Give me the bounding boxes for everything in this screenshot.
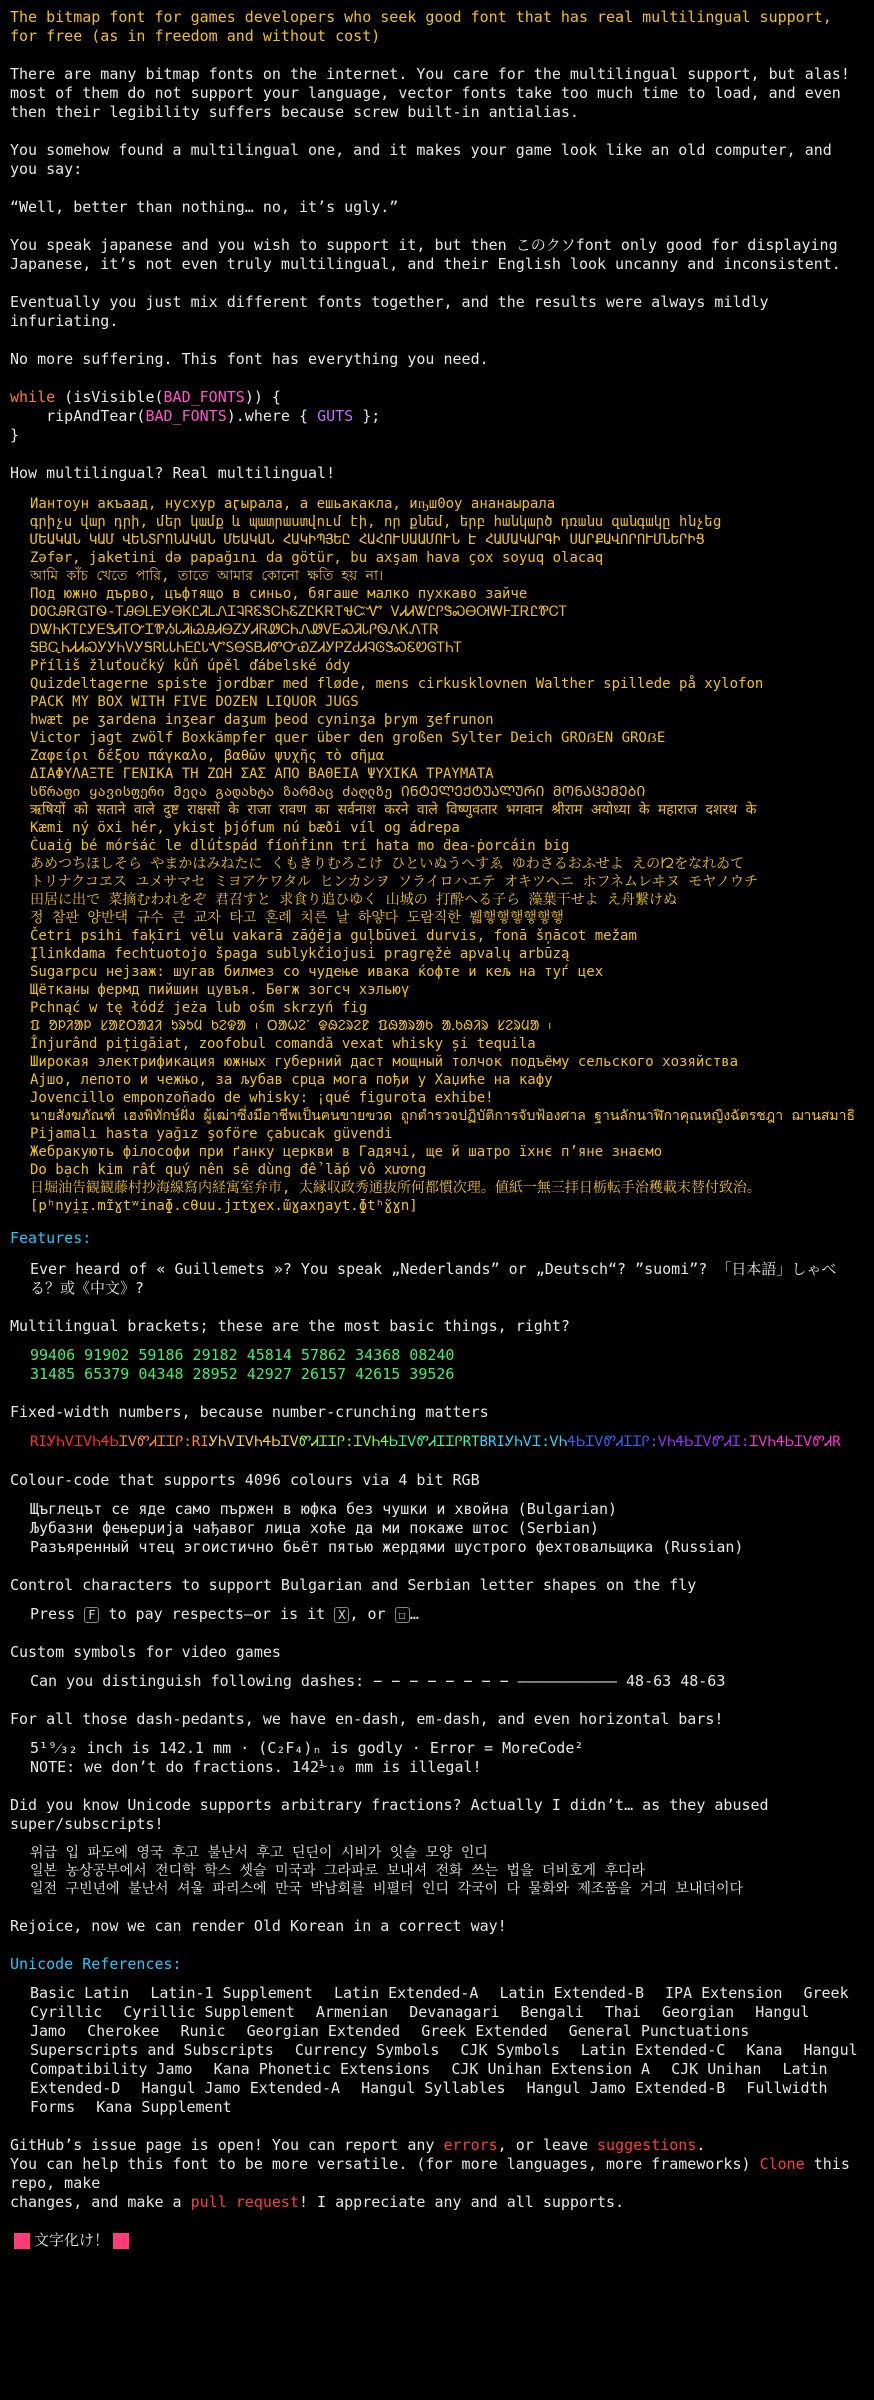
rainbow-char: Ꮖ [398, 1434, 408, 1450]
rainbow-char: I [496, 1434, 505, 1450]
reference-link[interactable]: Hangul Compatibility Jamo [30, 2041, 858, 2078]
rainbow-char: Ꮒ [767, 1434, 777, 1450]
reference-link[interactable]: Kana [746, 2041, 783, 2059]
rainbow-char: Ꮩ [83, 1434, 93, 1450]
fraction-line-1: 5¹⁹⁄₃₂ inch is 142.1 mm · (C₂F₄)ₙ is godly · Error = MoreCode² [30, 1739, 584, 1757]
old-korean [10, 1844, 864, 1898]
rainbow-char: Ꮟ [109, 1434, 119, 1450]
rainbow-char: Ꭹ [208, 1434, 219, 1450]
sample-line: Zəfər, jaketini də papağını da götür, bu axşam hava çox soyuq olacaq [30, 550, 604, 566]
code-close-1: )) { [244, 388, 281, 406]
fraction-block [10, 1739, 864, 1777]
sample-line: Kæmi ný öxi hér, ykist þjófum nú bæði víl og ádrepa [30, 820, 460, 836]
rainbow-char: Ꭹ [46, 1434, 57, 1450]
reference-link[interactable]: Hangul Jamo Extended-B [526, 2079, 726, 2097]
reference-link[interactable]: Hangul Syllables [361, 2079, 506, 2097]
sample-line: ΔΙΑΦΥΛΑΞΤΕ ΓΕΝΙΚΑ ΤΗ ΖΩΗ ΣΑΣ ΑΠΟ ΒΑΘΕΙΑ ΨΥΧΙΚΑ ΤΡΑΥΜΑΤΑ [30, 766, 494, 782]
rainbow-char: Ꮖ [327, 1434, 338, 1450]
paragraph-5: No more suffering. This font has everything you need. [10, 350, 489, 368]
badge-icon-2 [113, 2233, 129, 2249]
control-heading: Control characters to support Bulgarian and Serbian letter shapes on the fly [10, 1576, 697, 1594]
rainbow-char: Ꮒ [667, 1434, 676, 1450]
reference-link[interactable]: Georgian [661, 2003, 735, 2021]
rainbow-char: Ꮧ [616, 1434, 624, 1450]
rainbow-char: Ꮩ [128, 1434, 138, 1450]
rainbow-char: Ꮖ [280, 1434, 290, 1450]
rainbow-char: Ꮞ [380, 1434, 390, 1450]
reference-link[interactable]: Armenian [315, 2003, 389, 2021]
rainbow-char: : [345, 1434, 354, 1450]
rainbow-char: Ꮖ [445, 1434, 455, 1450]
sample-line: Příliš žluťoučký kůň úpěl ďábelské ódy [30, 658, 351, 674]
rainbow-char: Ꮩ [658, 1434, 668, 1450]
sample-line: [pʰnyi̯ɪ̯.mɪ̃ɣtʷinaɸ.cθuu.jɪtɣex.ɯ̃ɣaxŋayt.ɸtʰɣ̃ɣn] [30, 1198, 418, 1214]
rainbow-char: R [462, 1434, 472, 1450]
press-line [10, 1605, 864, 1624]
reference-link[interactable]: IPA Extension [665, 1984, 783, 2002]
sample-line: Sugarpcu нејзаж: шугав билмез со чудење ивака ќофте и кељ на туѓ цех [30, 964, 604, 980]
reference-link[interactable]: Greek Extended [421, 2022, 548, 2040]
cyrillic-sample: Щъглецът се яде само пържен в юфка без чушки и хвойна (Bulgarian) [30, 1500, 617, 1518]
sample-line: գրիչս վար դրի, մեր կամք և պատրաստվում էի, որ քնեմ, երբ հանկարծ դռանս զանգակը հնչեց [30, 514, 722, 530]
rainbow-char: Ꮖ [436, 1434, 446, 1450]
sample-line: Иантоун акъаад, нусхур аӷырала, а ешьакакла, иҧш0оу ананаырала [30, 496, 556, 512]
rainbow-char: B [479, 1434, 488, 1450]
rainbow-char: R [487, 1434, 497, 1450]
sample-list [10, 495, 864, 1215]
sample-line: Pijamalı hasta yağız şoföre çabucak güvendi [30, 1126, 393, 1142]
sample-line: Под южно дърво, цъфтящо в синьо, бягаше малко пухкаво зайче [30, 586, 528, 602]
intro-line-1: The bitmap font for games developers who seek good font that has real multilingual support, [10, 8, 832, 26]
sample-line: 정 참판 양반댁 규수 큰 교자 타고 혼례 치른 날 하얗다 도람직한 뷃햏햏햏햏햏햏 [30, 910, 564, 926]
reference-link[interactable]: Cherokee [87, 2022, 160, 2040]
rainbow-char: R [30, 1434, 39, 1450]
reference-link[interactable]: Thai [604, 2003, 641, 2021]
reference-link[interactable]: Latin Extended-C [580, 2041, 726, 2059]
rainbow-char: Ꮩ [245, 1434, 255, 1450]
rainbow-char: Ꮖ [749, 1434, 759, 1450]
reference-link[interactable]: Latin Extended-B [499, 1984, 644, 2002]
old-korean-line: 위급 입 파도에 영국 후고 불난서 후고 딘딘이 시비가 잇슬 모양 인디 [30, 1845, 488, 1861]
rainbow-char: : [649, 1434, 659, 1450]
cyrillic-sample: Љубазни фењерџија чађавог лица хоће да ми покаже штос (Serbian) [30, 1519, 599, 1537]
key-x: X [334, 1607, 349, 1623]
rainbow-char: Ꮒ [254, 1434, 263, 1450]
rainbow-char: Ꮫ [712, 1434, 725, 1450]
rainbow-char: Ꮖ [731, 1434, 741, 1450]
rainbow-char: : [183, 1434, 192, 1450]
rainbow-char: Ꮖ [794, 1434, 804, 1450]
guillemets-line: Ever heard of « Guillemets »? You speak „Nederlands” or „Deutsch“? ”suomi”? 「日本語」しゃべる？或《中文》? [30, 1260, 837, 1297]
rainbow-char: Ꮖ [632, 1434, 642, 1450]
sample-line: Înjurând pițigăiat, zoofobul comandă vexat whisky și tequila [30, 1036, 536, 1052]
reference-link[interactable]: Cyrillic Supplement [123, 2003, 295, 2021]
rainbow-char: Ꮧ [429, 1434, 437, 1450]
rainbow-char: Ꭹ [504, 1434, 515, 1450]
sample-line: hwæt pe ʒardena inʒear daʒum þeod cyninʒa þrym ʒefrunon [30, 712, 494, 728]
paragraph-3: You speak japanese and you wish to support it, but then このクソfont only good for displaying Japanese, it’s not even truly multilingual, and their English look uncanny and inconsistent. [10, 236, 841, 273]
reference-link[interactable]: CJK Unihan Extension A [451, 2060, 651, 2078]
footer [10, 2136, 864, 2212]
sample-line: ऋषियों को सताने वाले दुष्ट राक्षसों के राजा रावण का सर्वनाश करने वाले विष्णुवतार भगवान श्रीराम अयोध्या के महाराज दशरथ के [30, 802, 757, 818]
rainbow-char: Ꮖ [532, 1434, 542, 1450]
sample-line: Įlinkdama fechtuotojo špaga sublykčiojusi pragręžė apvalų arbūzą [30, 946, 570, 962]
rainbow-char: Ꮖ [118, 1434, 129, 1450]
rainbow-char: Ꮩ [702, 1434, 713, 1450]
intro-line-2: for free (as in freedom and without cost) [10, 27, 381, 45]
sample-line: Щётканы фермд пийшин цувъя. Бөгж зогсч хэльюү [30, 982, 410, 998]
reference-link[interactable]: Basic Latin [30, 1984, 130, 2002]
rainbow-char: Ꮫ [812, 1434, 825, 1450]
footer-text-4: You can help this font to be more versatile. (for more languages, more frameworks) [10, 2155, 760, 2173]
reference-link[interactable]: CJK Unihan [671, 2060, 762, 2078]
sample-line: ᎦᏴᏩᏂᏗᏗᏍᎩᎩᏂᏙᎩᎦᏒᏓᏓᏂᎬᏝᏓᏉᏚᎾᏚᏴᏗᏛᏅᏯᏃᏗᎩᏢᏃᏧᏗᎸᎶᏕᏍᏋᏬᎶᎢᏂᎢ [30, 640, 463, 656]
reference-link[interactable]: Fullwidth Forms [30, 2079, 828, 2116]
sample-line: Jovencillo emponzoñado de whisky: ¡qué figurota exhibe! [30, 1090, 494, 1106]
pull-request-link[interactable]: pull request [190, 2193, 299, 2211]
rainbow-char: Ꮩ [758, 1434, 768, 1450]
rainbow-char: Ꮧ [724, 1434, 732, 1450]
sample-line: PACK MY BOX WITH FIVE DOZEN LIQUOR JUGS [30, 694, 359, 710]
rainbow-char: Ꮖ [166, 1434, 176, 1450]
fixed-width-heading: Fixed-width numbers, because number-crunching matters [10, 1403, 489, 1421]
key-f: F [84, 1607, 99, 1623]
sample-line: Ајшо, лепото и чежњо, за љубав срца мога пођи у Хаџиће на кафу [30, 1072, 553, 1088]
code-guts: GUTS [317, 407, 354, 425]
footer-text-3: . [696, 2136, 706, 2154]
multilingual-heading: How multilingual? Real multilingual! [10, 464, 336, 482]
sample-line: আমি কাঁচ খেতে পারি, তাতে আমার কোনো ক্ষতি হয় না। [30, 568, 384, 584]
numbers-row-2: 31485 65379 04348 28952 42927 26157 42615 39526 [30, 1365, 455, 1383]
rainbow-char: Ꮞ [776, 1434, 786, 1450]
reference-link[interactable]: Superscripts and Subscripts [30, 2041, 274, 2059]
rainbow-char: Ꮖ [353, 1434, 363, 1450]
rainbow-char: : [740, 1434, 750, 1450]
sample-line: Ċuaiġ bé mórṡáċ le dlúṫspád fíoṅḟinn trí hata mo ḋea-ṗorcáin big [30, 838, 570, 854]
sample-line: ᱯ ᱚᱞᱤᱟᱞ ᱥᱟᱱᱛᱟᱲᱤ ᱩᱨᱩᱢ ᱠᱮᱫᱟ ᱾ ᱛᱟᱦᱮᱸ ᱫᱷᱮᱨᱮᱱ ᱯᱷᱟᱨᱟᱠ ᱟᱹᱠᱷᱤᱨ ᱥᱮᱨᱢᱟ ᱾ [30, 1018, 552, 1034]
code-isvisible: (isVisible( [55, 388, 164, 406]
code-block [10, 388, 864, 445]
rainbow-char: Ꮧ [149, 1434, 158, 1450]
sample-line: トリナクコヱス ユメサマセ ミヨアケワタル ヒンカシヲ ソライロハエテ オキツヘニ ホフネムレヰヌ モヤノウチ [30, 874, 759, 890]
number-block [10, 1346, 864, 1384]
sample-line: Do bạch kim rất quý nên sẽ dùng để lắp vô xương [30, 1162, 427, 1178]
sample-line: ᎠᏔᏂᏦᎢᏝᎩᎬᏕᏗᎢᏅᏆᏈᏱᏓᏘᎥᏊᎯᏗᎾᏃᎩᏗᏒᏪᏟᏂᏁᏪᏙᎬᏍᏘᏓᎵᏫᏁᏦᏁᎢᏒ [30, 622, 439, 638]
rainbow-char: Ꮧ [824, 1434, 833, 1450]
rainbow-char: Ꮖ [74, 1434, 84, 1450]
code-line-2a: ripAndTear( [10, 407, 146, 425]
key-square: ☐ [395, 1607, 410, 1623]
rainbow-char: Ꮖ [157, 1434, 167, 1450]
rainbow-char: Ꮟ [785, 1434, 795, 1450]
rainbow-char: Ꮒ [371, 1434, 381, 1450]
sample-line: Ζαφείρι δέξου πάγκαλο, βαθῶν ψυχῆς τὸ σῆμα [30, 748, 385, 764]
rainbow-char: Ꮟ [576, 1434, 586, 1450]
press-text-before: Press [30, 1605, 85, 1623]
rainbow-char: Ꮒ [558, 1434, 568, 1450]
rainbow-char: Ꮫ [603, 1434, 617, 1450]
rejoice-line: Rejoice, now we can render Old Korean in a correct way! [10, 1917, 507, 1935]
sample-line: 日堀油告観観藤村抄海線寫内経寓室弁市, 太縁収政秀通抜所何都慣次理。値紙一無三拝日栃転手治穫載末替付致治。 [30, 1180, 761, 1196]
old-korean-line: 일전 구빈년에 불난서 셔울 파리스에 만국 박남회를 비펼터 인디 각국이 다 물화와 제조품을 거긔 보내더이다 [30, 1881, 744, 1897]
rainbow-char: Ꮞ [101, 1434, 110, 1450]
symbols-heading: Custom symbols for video games [10, 1643, 281, 1661]
rainbow-char: Ꮞ [262, 1434, 272, 1450]
reference-link[interactable]: Hangul Jamo [30, 2003, 810, 2040]
moji-text: 文字化け！ [34, 2231, 110, 2249]
suggestions-link[interactable]: suggestions [597, 2136, 697, 2154]
rainbow-char: Ꮖ [318, 1434, 328, 1450]
code-arg-1: BAD_FONTS [163, 388, 245, 406]
old-korean-line: 일본 농상공부에서 전디학 학스 셋슬 미국과 그라파로 보내셔 전화 쓰는 법을 더비호게 후디라 [30, 1863, 646, 1879]
reference-link[interactable]: Latin Extended-A [333, 1984, 479, 2002]
rainbow-char: Ꮩ [289, 1434, 300, 1450]
rainbow-char: Ꮅ [337, 1434, 346, 1450]
rainbow-char: Ꮞ [567, 1434, 577, 1450]
sample-line: სწრაფი ყავისფერი მელა გადახტა ზარმაც ძაღლზე ᲘᲜᲢᲔᲚᲔᲥᲢᲣᲐᲚᲣᲠᲘ ᲛᲝᲜᲐᲪᲔᲛᲔᲑᲘ [30, 784, 646, 800]
rainbow-char: Ꮟ [684, 1434, 694, 1450]
numbers-row-1: 99406 91902 59186 29182 45814 57862 34368 08240 [30, 1346, 455, 1364]
rainbow-char: Ꮧ [311, 1434, 319, 1450]
footer-text-7: ! I appreciate any and all supports. [299, 2193, 625, 2211]
reference-link[interactable]: Bengali [520, 2003, 584, 2021]
press-text-middle-2: , or [349, 1605, 395, 1623]
reference-link[interactable]: Devanagari [409, 2003, 500, 2021]
sample-line: นายสังฆภัณฑ์ เฮงพิทักษ์ฝั่ง ผู้เฒ่าซึ่งมีอาชีพเป็นฅนขายฃวด ถูกตำรวจปฏิบัติการจับฟ้องศาล ฐานลักนาฬิกาคุณหญิงฉัตรชฎา ฌานสมาธิ [30, 1108, 856, 1124]
reference-link[interactable]: Latin-1 Supplement [150, 1984, 313, 2002]
rainbow-char: Ꮫ [416, 1434, 430, 1450]
errors-link[interactable]: errors [443, 2136, 498, 2154]
paragraph-2: You somehow found a multilingual one, and it makes your game look like an old computer, and you say: [10, 141, 841, 178]
reference-link[interactable]: Georgian Extended [246, 2022, 401, 2040]
footer-text-2: , or leave [497, 2136, 598, 2154]
rainbow-char: Ꮒ [514, 1434, 523, 1450]
reference-link[interactable]: CJK Symbols [460, 2041, 560, 2059]
code-line-2c: }; [353, 407, 381, 425]
rainbow-char: Ꮟ [389, 1434, 399, 1450]
press-text-middle: to pay respects—or is it [99, 1605, 335, 1623]
reference-link[interactable]: Kana Supplement [96, 2098, 232, 2116]
dash-pedants: For all those dash-pedants, we have en-dash, em-dash, and even horizontal bars! [10, 1710, 724, 1728]
rainbow-char: Ꮒ [56, 1434, 65, 1450]
sample-line: Victor jagt zwölf Boxkämpfer quer über den großen Sylter Deich GROẞEN GROẞE [30, 730, 666, 746]
rainbow-char: R [191, 1434, 201, 1450]
colour-heading: Colour-code that supports 4096 colours via 4 bit RGB [10, 1471, 480, 1489]
sample-line: Četri psihi faķīri vēlu vakarā zāģēja guļbūvei durvis, fonā šņācot mežam [30, 928, 637, 944]
reference-link[interactable]: Kana Phonetic Extensions [213, 2060, 431, 2078]
reference-link[interactable]: General Punctuations [568, 2022, 750, 2040]
rainbow-char: Ꮩ [407, 1434, 417, 1450]
rainbow-char: Ꮫ [137, 1434, 150, 1450]
intro [10, 8, 864, 46]
cyrillic-samples [10, 1500, 864, 1557]
clone-link[interactable]: Clone [759, 2155, 805, 2173]
reference-link[interactable]: Hangul Jamo Extended-A [141, 2079, 341, 2097]
rainbow-char: T [471, 1434, 480, 1450]
reference-link[interactable]: Cyrillic [30, 2003, 103, 2021]
code-arg-2: BAD_FONTS [145, 407, 227, 425]
rainbow-char: Ꮩ [522, 1434, 533, 1450]
rainbow-char: Ꮅ [454, 1434, 463, 1450]
rainbow-char: Ꮒ [218, 1434, 227, 1450]
quote: “Well, better than nothing… no, it’s ugly.” [10, 198, 399, 216]
rainbow-text [10, 1432, 864, 1452]
sample-line: Широкая электрификация южных губерний даст мощный толчок подъёму сельского хозяйства [30, 1054, 739, 1070]
rainbow-char: R [832, 1434, 841, 1450]
sample-line: 田居に出で 菜摘むわれをぞ 君召すと 求食り追ひゆく 山城の 打酔へる子ら 藻葉干せよ え舟繋けぬ [30, 892, 677, 908]
rainbow-char: Ꮩ [362, 1434, 372, 1450]
features-heading: Features: [10, 1229, 92, 1247]
rainbow-char: Ꮅ [641, 1434, 650, 1450]
sample-line: Pchnąć w tę łódź jeża lub ośm skrzyń fig [30, 1000, 368, 1016]
rainbow-char: Ꮩ [594, 1434, 604, 1450]
code-close: } [10, 426, 20, 444]
footer-text-6: changes, and make a [10, 2193, 191, 2211]
sample-line: Жебракують філософи при ґанку церкви в Гадячі, ще й шатро їхнє п’яне знаємо [30, 1144, 663, 1160]
footer-text-1: GitHub’s issue page is open! You can report any [10, 2136, 444, 2154]
rainbow-char: Ꮒ [92, 1434, 102, 1450]
unicode-fractions: Did you know Unicode supports arbitrary fractions? Actually I didn’t… as they abused super/subscripts! [10, 1796, 778, 1833]
brackets-heading: Multilingual brackets; these are the most basic things, right? [10, 1317, 570, 1335]
moji-line [10, 2231, 864, 2250]
reference-link[interactable]: Currency Symbols [294, 2041, 440, 2059]
code-line-2b: ).where { [226, 407, 318, 425]
code-keyword-while: while [10, 388, 56, 406]
rainbow-char: Ꮖ [623, 1434, 633, 1450]
rainbow-char: Ꮩ [803, 1434, 813, 1450]
rainbow-char: Ꮫ [299, 1434, 312, 1450]
cyrillic-sample: Разъяренный чтец эгоистично бьёт пятью жердями шустрого фехтовальщика (Russian) [30, 1538, 744, 1556]
rainbow-char: Ꮅ [175, 1434, 184, 1450]
rainbow-char: Ꮖ [585, 1434, 595, 1450]
reference-link[interactable]: Greek [803, 1984, 849, 2002]
rainbow-char: Ꮖ [235, 1434, 246, 1450]
rainbow-char: Ꮩ [549, 1434, 559, 1450]
reference-link[interactable]: Runic [180, 2022, 226, 2040]
badge-icon [14, 2233, 30, 2249]
sample-line: Quizdeltagerne spiste jordbær med fløde, mens cirkusklovnen Walther spillede på xylofon [30, 676, 764, 692]
rainbow-char: I [200, 1434, 209, 1450]
rainbow-char: Ꮟ [271, 1434, 281, 1450]
sample-line: ՄԵԱԿԱՆ ԿԱՄ ՎԵՆՏՐՈՆԱԿԱՆ ՄԵԱԿԱՆ ՀԱԿԻՊՅԵԸ ՀԱՀՈՒՍԱԱՄՈՒՆ Է ՀԱՄԱԿԱՐԳԻ ՍԱՐՔԱՎՈՐՈՒՄՆԵՐԻՑ [30, 532, 705, 548]
rainbow-char: Ꮩ [226, 1434, 236, 1450]
sample-line: あめつちほしそら やまかはみねたに くもきりむろこけ ひといぬうへすゑ ゆわさるおふせよ えの𛀁をなれゐて [30, 856, 745, 872]
references-list [10, 1984, 864, 2117]
reference-link[interactable]: Latin Extended-D [30, 2060, 828, 2097]
rainbow-char: Ꮩ [65, 1434, 75, 1450]
rainbow-char: : [541, 1434, 550, 1450]
paragraph-1: There are many bitmap fonts on the internet. You care for the multilingual support, but alas! most of them do not support your language, vector fonts take too much time to load, and even then their legibility suffers because screw built-in antialias. [10, 65, 850, 121]
fraction-line-2: NOTE: we don’t do fractions. 142⅟₁₀ mm is illegal! [30, 1758, 482, 1776]
footer-text-5: this repo, make [10, 2155, 859, 2192]
sample-line: DOᏣᎯᎡᏀᎢᏫ-ᎢᎯᎾᏞᎬᎩᎾᏦᏝᏘᏞᏁᏆᎸᏒᏋᏕᏟᏂᏋᏃᏝᏦᎡᎢᏠᏨᏉ ᏙᏗᏗᏔᏝᎵᏕᏍᎾᎺᎳᎰᏆᎡᏝᏈᏟᎢ [30, 604, 568, 620]
press-text-after: … [409, 1605, 419, 1623]
dashes-line: Can you distinguish following dashes: − − − − − − − − ——————————— 48-63 48-63 [30, 1672, 726, 1690]
rainbow-char: I [38, 1434, 47, 1450]
paragraph-4: Eventually you just mix different fonts together, and the results were always mildly infuriating. [10, 293, 778, 330]
rainbow-char: Ꮖ [693, 1434, 703, 1450]
references-heading: Unicode References: [10, 1955, 182, 1973]
rainbow-char: Ꮞ [675, 1434, 685, 1450]
